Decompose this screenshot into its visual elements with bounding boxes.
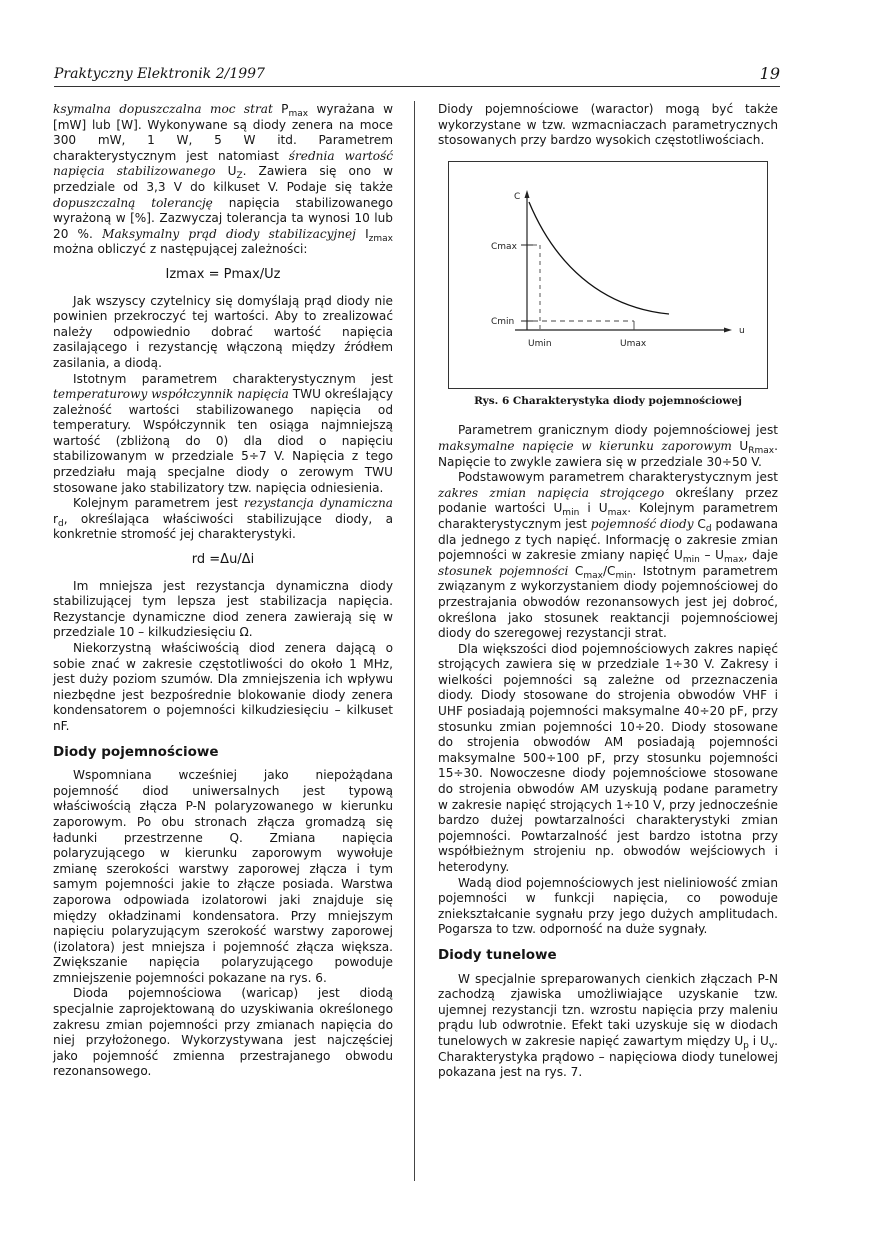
- cmax-label: Cmax: [491, 241, 517, 252]
- formula-rd: rd =Δu/Δi: [191, 552, 255, 568]
- paragraph-nonlinearity: Wadą diod pojemnościowych jest nieliniowość zmian pojemności w funkcji napięcia, co powoduje zniekształcanie sygnału przy jego dużych amplitudach. Pogarsza to tzw. odporność na duże sygnały.: [438, 875, 778, 937]
- figure-varicap-characteristic: [448, 161, 768, 389]
- column-divider: [414, 101, 415, 1181]
- paragraph-tunnel-effect: W specjalnie spreparowanych cienkich złączach P-N zachodzą zjawiska umożliwiające uzyskanie tzw. ujemnej rezystancji tzn. wzrostu napięcia przy maleniu prądu lub odwrotnie. Efekt taki uzyskuje się w diodach tunelowych w zakresie napięć zawartym między $U_p$ i $U_v$. Charakterystyka prądowo – napięciowa diody tunelowej pokazana jest na rys. 7.: [438, 971, 778, 1080]
- capacitance-voltage-plot: [449, 162, 767, 388]
- umin-label: Umin: [528, 338, 552, 349]
- formula-izmax: Izmax = Pmax/Uz: [165, 266, 281, 282]
- paragraph-tuning-voltages: Dla większości diod pojemnościowych zakres napięć strojących zawiera się w przedziale 1÷30 V. Zakresy i wielkości pojemności są zależne od przeznaczenia diody. Diody stosowane do strojenia obwodów VHF i UHF posiadają pojemności maksymalne 40÷20 pF, przy stosunku zmian pojemności 10÷20. Diody stosowane do strojenia obwodów AM posiadają pojemności maksymalne 500÷100 pF, przy stosunku pojemności 15÷30. Nowoczesne diody pojemnościowe stosowane do strojenia obwodów AM uzyskują podane parametry w zakresie napięć strojących 1÷10 V, przy jednocześnie bardzo dużej powtarzalności charakterystyki zmian pojemności. Powtarzalność jest bardzo istotna przy współbieżnym strojeniu np. obwodów wejściowych i heterodyny.: [438, 641, 778, 874]
- paragraph-tuning-range: Podstawowym parametrem charakterystycznym jest zakres zmian napięcia strojącego określany przez podanie wartości $U_{min}$ i $U_{max}$. Kolejnym parametrem charakterystycznym jest pojemność diody $C_d$ podawana dla jednego z tych napięć. Informację o zakresie zmian pojemności w zakresie zmiany napięć $U_{min} - U_{max}$, daje stosunek pojemności $C_{max}/C_{min}$. Istotnym parametrem związanym z wykorzystaniem diody pojemnościowej do przestrajania obwodów rezonansowych jest jej dobroć, określona jako stosunek reaktancji pojemnościowej diody do szeregowej rezystancji strat.: [438, 470, 779, 641]
- u-axis-label: u: [739, 325, 745, 336]
- right-column: [438, 102, 778, 1081]
- paragraph-noise: Niekorzystną właściwością diod zenera dającą o sobie znać w zakresie częstotliwości do około 1 MHz, jest duży poziom szumów. Dla zmniejszenia ich wpływu niezbędne jest bezpośrednie blokowanie diody zenera kondensatorem o pojemności kilkudziesięciu – kilkuset nF.: [53, 641, 393, 733]
- journal-title: Praktyczny Elektronik 2/1997: [54, 66, 265, 82]
- paragraph-urmax: Parametrem granicznym diody pojemnościowej jest maksymalne napięcie w kierunku zaporowym $U_{Rmax}$. Napięcie to zwykle zawiera się w przedziale 30÷50 V.: [438, 423, 778, 469]
- y-axis-arrow: [525, 190, 530, 198]
- left-column: [53, 102, 393, 1080]
- paragraph-dynamic-resistance: Kolejnym parametrem jest rezystancja dynamiczna $r_d$, określająca właściwości stabilizujące diody, a konkretnie stromość jej charakterystyki.: [53, 496, 393, 542]
- paragraph-junction-capacitance: Wspomniana wcześniej jako niepożądana pojemność diod uniwersalnych jest typową właściwością złącza P-N polaryzowanego w kierunku zaporowym. Po obu stronach złącza gromadzą się ładunki przestrzenne Q. Zmiana napięcia polaryzującego w kierunku zaporowym wywołuje zmianę szerokości warstwy zaporowej złącza i tym samym pojemności jakie to złącze posiada. Warstwa zaporowa odpowiada izolatorowi jaki znajduje się między okładzinami kondensatora. Przy mniejszym napięciu polaryzującym szerokość warstwy zaporowej (izolatora) jest mniejsza i pojemność złącza większa. Zwiększanie napięcia polaryzującego powoduje zmniejszenie pojemności pokazane na rys. 6.: [53, 768, 393, 985]
- heading-varicap-diodes: Diody pojemnościowe: [53, 743, 219, 760]
- paragraph-stabilization: Im mniejsza jest rezystancja dynamiczna diody stabilizującej tym lepsza jest stabilizacja napięcia. Rezystancje dynamiczne diod zenera zawierają się w przedziale 10 – kilkudziesięciu Ω.: [53, 578, 393, 640]
- paragraph-twu: Istotnym parametrem charakterystycznym jest temperaturowy współczynnik napięcia TWU określający zależność wartości stabilizowanego napięcia od temperatury. Współczynnik ten osiąga najmniejszą wartość (zbliżoną do 0) dla diod o napięciu stabilizowanym w przedziale 5÷7 V. Napięcia z tego przedziału mają specjalne diody o zerowym TWU stosowane jako stabilizatory tzw. napięcia odniesienia.: [53, 371, 393, 495]
- x-axis-arrow: [724, 327, 732, 332]
- page-number: 19: [759, 64, 780, 83]
- capacitance-curve: [529, 202, 669, 314]
- paragraph-current-limit: Jak wszyscy czytelnicy się domyślają prąd diody nie powinien przekroczyć tej wartości. Aby to zrealizować należy odpowiednio dobrać wartość napięcia zasilającego i rezystancję włączoną między źródłem zasilania, a diodą.: [53, 293, 393, 370]
- figure-caption: Rys. 6 Charakterystyka diody pojemnościowej: [474, 394, 742, 407]
- c-axis-label: C: [514, 191, 521, 202]
- cmin-label: Cmin: [491, 316, 515, 327]
- paragraph-waricap: Dioda pojemnościowa (waricap) jest diodą specjalnie zaprojektowaną do uzyskiwania określonego zakresu zmian pojemności przy zmianach napięcia do niej przyłożonego. Wykorzystywana jest najczęściej jako pojemność zmienna przestrajanego obwodu rezonansowego.: [53, 986, 393, 1079]
- page-header: [54, 62, 780, 87]
- umax-label: Umax: [620, 338, 647, 349]
- heading-tunnel-diodes: Diody tunelowe: [438, 946, 557, 963]
- paragraph-zener-parameters: ksymalna dopuszczalna moc strat $P_{max}$ wyrażana w [mW] lub [W]. Wykonywane są diody zenera na moce 300 mW, 1 W, 5 W itd. Parametrem charakterystycznym jest natomiast średnia wartość napięcia stabilizowanego $U_Z$. Zawiera się ono w przedziale od 3,3 V do kilkuset V. Podaje się także dopuszczalną tolerancję napięcia stabilizowanego wyrażoną w [%]. Zazwyczaj tolerancja ta wynosi 10 lub 20 %. Maksymalny prąd diody stabilizacyjnej $I_{zmax}$ można obliczyć z następującej zależności:: [53, 102, 394, 257]
- paragraph-waractor: Diody pojemnościowe (waractor) mogą być także wykorzystane w tzw. wzmacniaczach parametrycznych stosowanych przy bardzo wysokich częstotliwościach.: [438, 102, 778, 148]
